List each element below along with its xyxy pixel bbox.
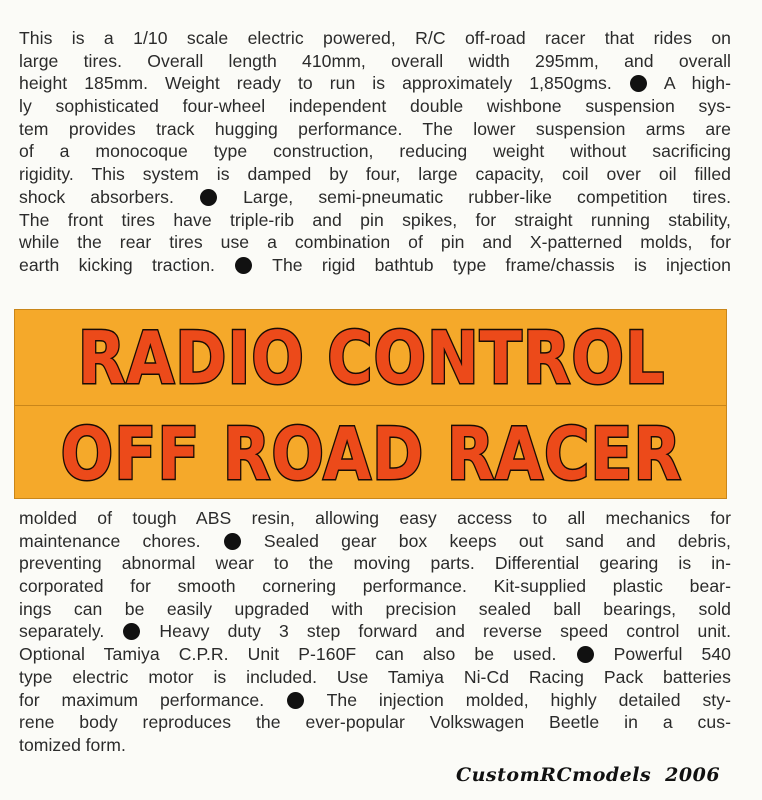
text-line: molded of tough ABS resin, allowing easy access to all mechanics for — [19, 508, 731, 528]
text-segment: shock absorbers. — [19, 186, 174, 207]
text-line — [19, 72, 731, 95]
bullet-icon — [577, 646, 594, 663]
text-line: rigidity. This system is damped by four, large capacity, coil over oil filled — [19, 164, 731, 185]
text-segment: for maximum performance. — [19, 689, 265, 710]
signature-watermark — [456, 764, 720, 786]
bullet-icon — [630, 75, 647, 92]
text-segment: Optional Tamiya C.P.R. Unit P-160F can also be used. — [19, 644, 557, 665]
text-line: of a monocoque type construction, reducing weight without sacrificing — [19, 141, 731, 162]
text-segment: maintenance chores. — [19, 530, 201, 551]
text-line — [19, 530, 731, 553]
text-segment: The rigid bathtub type frame/chassis is injection — [272, 254, 731, 275]
banner-row-2 — [15, 406, 728, 501]
text-line: large tires. Overall length 410mm, overall width 295mm, and overall — [19, 50, 731, 71]
bullet-icon — [224, 533, 241, 550]
text-line: tem provides track hugging performance. The lower suspension arms are — [19, 118, 731, 139]
text-line: preventing abnormal wear to the moving parts. Differential gearing is in- — [19, 553, 731, 574]
text-segment: height 185mm. Weight ready to run is approximately 1,850gms. — [19, 73, 612, 94]
text-line: corporated for smooth cornering performance. Kit-supplied plastic bear- — [19, 576, 731, 597]
signature-name: CustomRCmodels — [456, 764, 652, 786]
bullet-icon — [123, 623, 140, 640]
text-segment: A high- — [663, 73, 732, 94]
text-line — [19, 643, 731, 666]
banner-title-radio-control: RADIO CONTROL — [77, 315, 666, 400]
signature-year: 2006 — [665, 764, 721, 786]
text-line: ly sophisticated four-wheel independent double wishbone suspension sys- — [19, 96, 731, 117]
text-line — [19, 186, 731, 209]
text-line — [19, 254, 731, 277]
bottom-paragraph — [19, 507, 731, 757]
text-segment: Sealed gear box keeps out sand and debris, — [263, 530, 731, 551]
text-line — [19, 689, 731, 712]
bullet-icon — [235, 257, 252, 274]
text-line — [19, 620, 731, 643]
banner-row-1 — [15, 310, 728, 405]
bullet-icon — [287, 692, 304, 709]
text-line: The front tires have triple-rib and pin spikes, for straight running stability, — [19, 209, 731, 230]
text-segment: earth kicking traction. — [19, 254, 215, 275]
text-segment: Heavy duty 3 step forward and reverse speed control unit. — [159, 621, 732, 642]
text-line: tomized form. — [19, 734, 126, 755]
text-line: rene body reproduces the ever-popular Volkswagen Beetle in a cus- — [19, 712, 731, 733]
banner-title-off-road-racer: OFF ROAD RACER — [60, 411, 683, 496]
text-segment: The injection molded, highly detailed sty- — [326, 689, 731, 710]
text-line: ings can be easily upgraded with precision sealed ball bearings, sold — [19, 598, 731, 619]
text-segment: Powerful 540 — [613, 644, 732, 665]
text-line: while the rear tires use a combination of pin and X-patterned molds, for — [19, 232, 731, 253]
text-segment: Large, semi-pneumatic rubber-like competition tires. — [243, 186, 732, 207]
top-paragraph — [19, 27, 731, 277]
text-line: This is a 1/10 scale electric powered, R/C off-road racer that rides on — [19, 28, 731, 48]
title-banner — [14, 309, 727, 499]
text-segment: separately. — [19, 621, 105, 642]
text-line: type electric motor is included. Use Tamiya Ni-Cd Racing Pack batteries — [19, 666, 731, 687]
bullet-icon — [200, 189, 217, 206]
